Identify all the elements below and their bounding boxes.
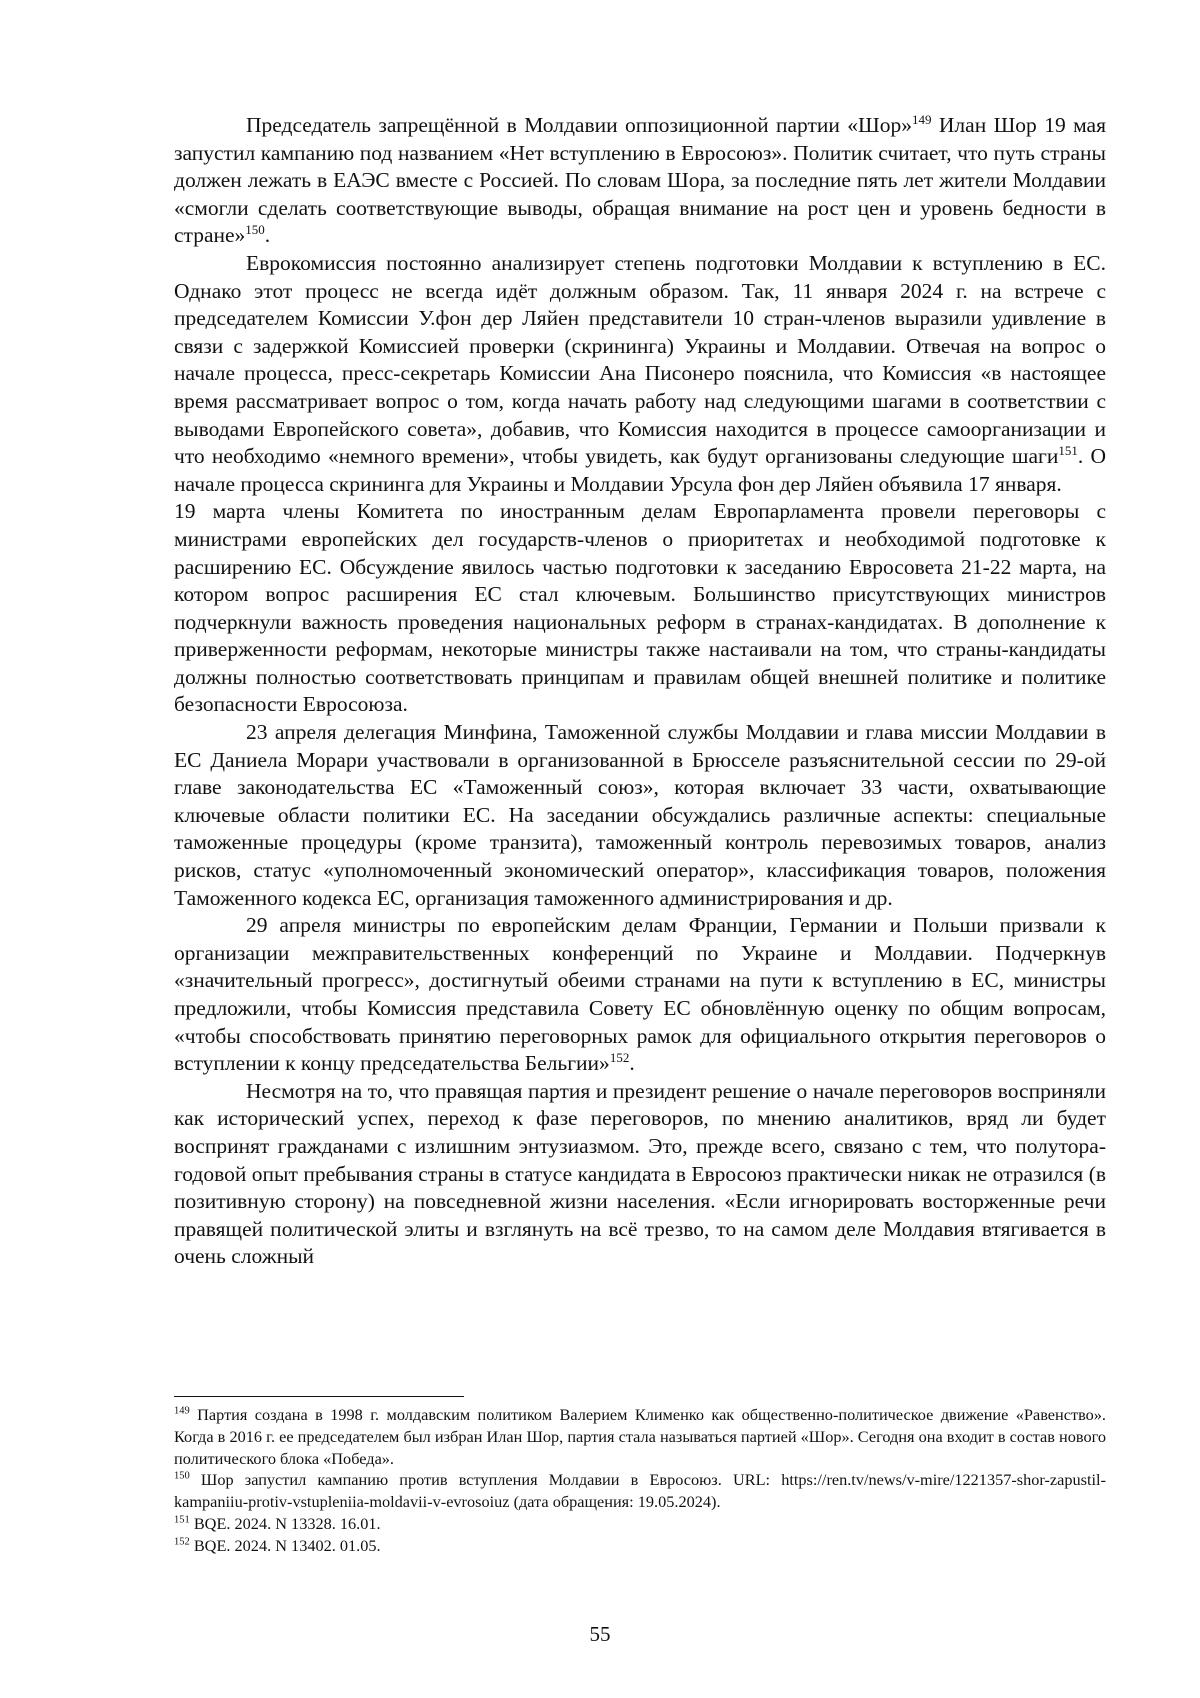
footnote-ref-151[interactable]: 151: [1058, 442, 1078, 458]
footnote-149: [174, 1404, 1106, 1469]
footnote-number: 149: [174, 1405, 190, 1417]
paragraph-2: [174, 250, 1106, 498]
footnote-ref-150[interactable]: 150: [245, 222, 265, 238]
paragraph-5: [174, 912, 1106, 1078]
footnote-150: [174, 1469, 1106, 1513]
paragraph-text: Илан Шор 19 мая запустил кампанию под названием «Нет вступлению в Евросоюз». Политик считает, что путь страны должен лежать в ЕАЭС вместе с Россией. По словам Шора, за последние пять лет жители Молдавии «смогли сделать соответствующие выводы, обращая внимание на рост цен и уровень бедности в стране»: [174, 113, 1106, 248]
paragraph-text: Председатель запрещённой в Молдавии оппозиционной партии «Шор»: [246, 113, 912, 137]
footnote-number: 152: [174, 1536, 190, 1548]
paragraph-text: .: [264, 223, 271, 248]
footnote-separator: [174, 1396, 464, 1397]
footnote-ref-149[interactable]: 149: [912, 111, 932, 127]
body-text: [174, 112, 1106, 1271]
footnote-url-link[interactable]: https://ren.tv/news/v-mire/1221357-shor-zapustil-kampaniiu-protiv-vstupleniia-moldavii-v-evrosoiuz: [174, 1470, 1106, 1512]
paragraph-6: Несмотря на то, что правящая партия и президент решение о начале переговоров восприняли как исторический успех, переход к фазе переговоров, по мнению аналитиков, вряд ли будет воспринят гражданами с излишним энтузиазмом. Это, прежде всего, связано с тем, что полуторагодовой опыт пребывания страны в статусе кандидата в Евросоюз практически никак не отразился (в позитивную сторону) на повседневной жизни населения. «Если игнорировать восторженные речи правящей политической элиты и взглянуть на всё трезво, то на самом деле Молдавия втягивается в очень сложный: [174, 1078, 1106, 1269]
footnote-ref-152[interactable]: 152: [609, 1050, 630, 1066]
footnote-text-tail: (дата обращения: 19.05.2024).: [509, 1492, 721, 1512]
footnote-number: 151: [174, 1514, 190, 1526]
paragraph-4: 23 апреля делегация Минфина, Таможенной службы Молдавии и глава миссии Молдавии в ЕС Даниела Морари участвовали в организованной в Брюсселе разъяснительной сессии по 29-ой главе законодательства ЕС «Таможенный союз», которая включает 33 части, охватывающие ключевые области политики ЕС. На заседании обсуждались различные аспекты: специальные таможенные процедуры (кроме транзита), таможенный контроль перевозимых товаров, анализ рисков, статус «уполномоченный экономический оператор», классификация товаров, положения Таможенного кодекса ЕС, организация таможенного администрирования и др.: [174, 720, 1106, 910]
paragraph-text: .: [629, 1051, 635, 1076]
footnote-text: BQE. 2024. N 13328. 16.01.: [189, 1513, 381, 1533]
footnote-152: [174, 1535, 1106, 1557]
footnotes: [174, 1404, 1106, 1557]
footnote-151: [174, 1513, 1106, 1535]
footnote-text: Партия создана в 1998 г. молдавским политиком Валерием Клименко как общественно-политическое движение «Равенство». Когда в 2016 г. ее председателем был избран Илан Шор, партия стала называться партией «Шор». Сегодня она входит в состав нового политического блока «Победа».: [174, 1405, 1106, 1468]
footnote-text: BQE. 2024. N 13402. 01.05.: [189, 1535, 381, 1555]
paragraph-text: Еврокомиссия постоянно анализирует степень подготовки Молдавии к вступлению в ЕС. Однако этот процесс не всегда идёт должным образом. Так, 11 января 2024 г. на встрече с председателем Комиссии У.фон дер Ляйен представители 10 стран-членов выразили удивление в связи с задержкой Комиссией проверки (скрининга) Украины и Молдавии. Отвечая на вопрос о начале процесса, пресс-секретарь Комиссии Ана Писонеро пояснила, что Комиссия «в настоящее время рассматривает вопрос о том, когда начать работу над следующими шагами в соответствии с выводами Европейского совета», добавив, что Комиссия находится в процессе самоорганизации и что необходимо «немного времени», чтобы увидеть, как будут организованы следующие шаги: [174, 250, 1106, 469]
footnote-number: 150: [174, 1470, 190, 1482]
footnote-text: Шор запустил кампанию против вступления Молдавии в Евросоюз. URL:: [189, 1470, 782, 1490]
paragraph-text: 29 апреля министры по европейским делам Франции, Германии и Польши призвали к организации межправительственных конференций по Украине и Молдавии. Подчеркнув «значительный прогресс», достигнутый обеими странами на пути к вступлению в ЕС, министры предложили, чтобы Комиссия представила Совету ЕС обновлённую оценку по общим вопросам, «чтобы способствовать принятию переговорных рамок для официального открытия переговоров о вступлении к концу председательства Бельгии»: [174, 913, 1106, 1076]
paragraph-3: 19 марта члены Комитета по иностранным делам Европарламента провели переговоры с министрами европейских дел государств-членов о приоритетах и необходимой подготовке к расширению ЕС. Обсуждение явилось частью подготовки к заседанию Евросовета 21-22 марта, на котором вопрос расширения ЕС стал ключевым. Большинство присутствующих министров подчеркнули важность проведения национальных реформ в странах-кандидатах. В дополнение к приверженности реформам, некоторые министры также настаивали на том, что страны-кандидаты должны полностью соответствовать принципам и правилам общей внешней политике и политике безопасности Евросоюза.: [174, 499, 1106, 717]
page-number: 55: [589, 1622, 611, 1646]
paragraph-1: [174, 112, 1106, 250]
paragraph-text: . О начале процесса скрининга для Украины и Молдавии Урсула фон дер Ляйен объявила 17 января.: [174, 444, 1107, 496]
